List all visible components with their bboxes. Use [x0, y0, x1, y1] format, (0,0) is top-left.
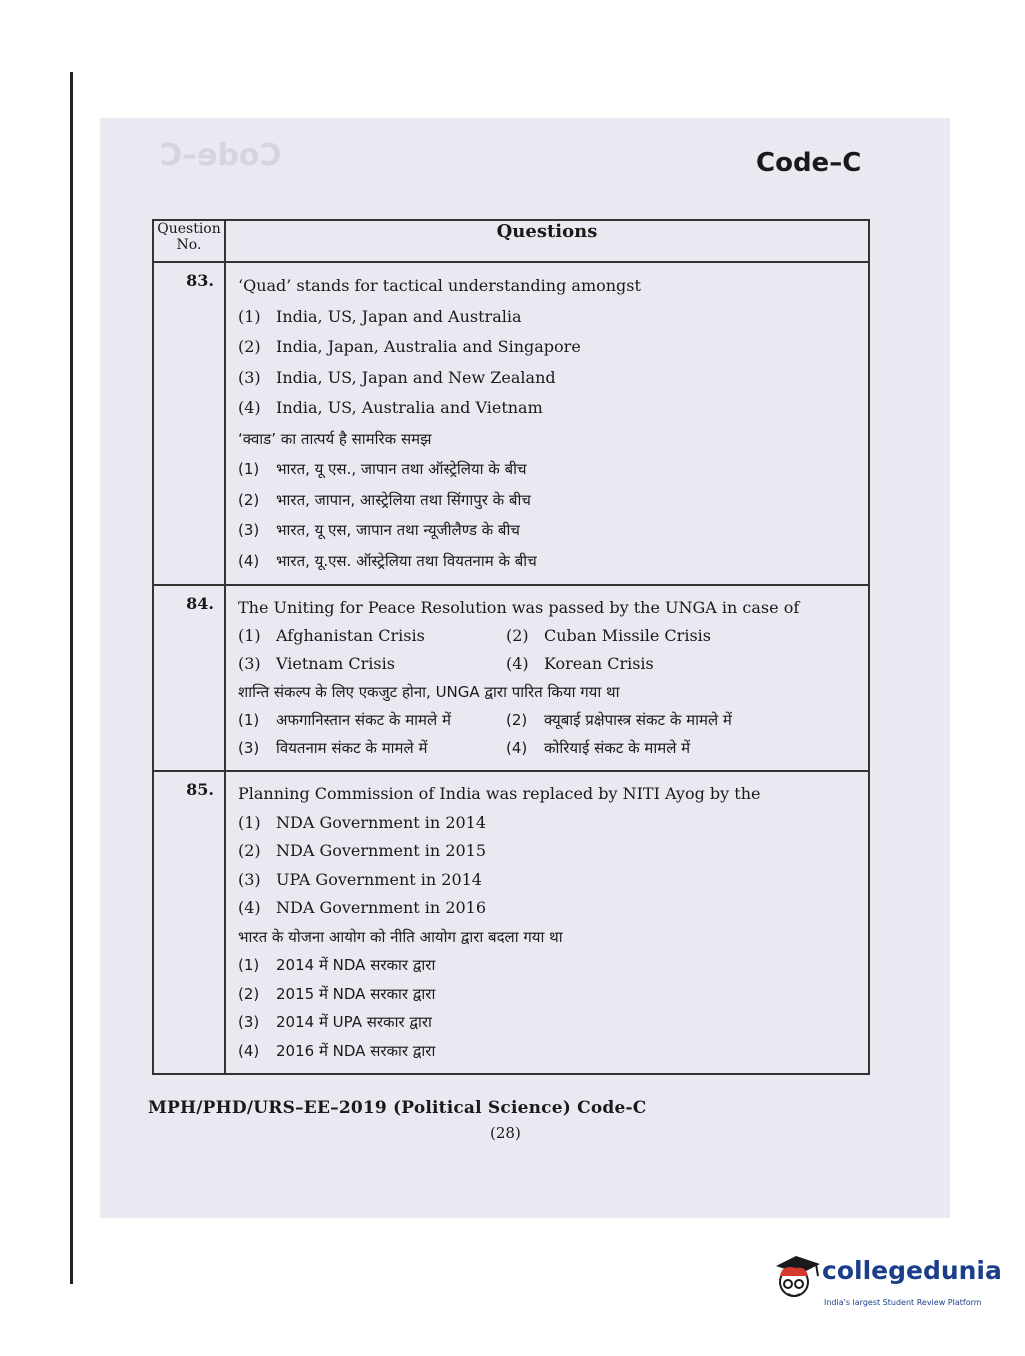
paper-footer: MPH/PHD/URS–EE–2019 (Political Science) Code-C	[148, 1098, 647, 1118]
option-hi	[238, 706, 506, 734]
option-text: India, US, Japan and New Zealand	[276, 367, 556, 387]
option-text: NDA Government in 2014	[276, 812, 487, 832]
option-number: (1)	[238, 460, 260, 478]
question-body	[225, 585, 869, 771]
questions-header: Questions	[225, 220, 869, 262]
option-text: भारत, जापान, आस्ट्रेलिया तथा सिंगापुर के बीच	[276, 490, 531, 509]
option-number: (1)	[238, 812, 261, 832]
logo-tagline: India's largest Student Review Platform	[824, 1298, 982, 1307]
option-text: 2015 में NDA सरकार द्वारा	[276, 984, 436, 1003]
option-hi	[238, 1037, 862, 1066]
option-hi	[238, 734, 506, 762]
option-number: (4)	[506, 739, 528, 757]
logo-name: collegedunia	[822, 1256, 1002, 1285]
option-number: (2)	[506, 711, 528, 729]
option-number: (3)	[238, 1013, 260, 1031]
option-hi	[238, 485, 862, 516]
option-text: 2014 में UPA सरकार द्वारा	[276, 1013, 432, 1031]
option-text: UPA Government in 2014	[276, 869, 482, 889]
option-en	[238, 332, 862, 363]
option-number: (3)	[238, 739, 260, 757]
option-en	[238, 622, 506, 650]
question-number: 84.	[153, 585, 225, 771]
option-hi	[238, 980, 862, 1009]
option-text: 2016 में NDA सरकार द्वारा	[276, 1041, 436, 1060]
option-number: (1)	[238, 306, 261, 326]
option-number: (3)	[238, 869, 261, 889]
scan-edge	[70, 72, 73, 1284]
graduate-face-icon	[776, 1256, 820, 1296]
question-stem-en: Planning Commission of India was replaced by NITI Ayog by the	[238, 784, 761, 803]
page-number: (28)	[490, 1124, 521, 1142]
option-number: (4)	[506, 654, 529, 673]
option-hi	[506, 734, 774, 762]
questions-table	[152, 219, 870, 1075]
option-text: India, Japan, Australia and Singapore	[276, 337, 581, 356]
option-hi	[238, 546, 862, 577]
option-number: (4)	[238, 398, 261, 417]
option-row-en	[238, 650, 862, 678]
option-hi	[506, 706, 774, 734]
option-en	[506, 650, 774, 678]
option-number: (4)	[238, 551, 260, 570]
option-text: Afghanistan Crisis	[276, 626, 425, 645]
option-en	[238, 809, 862, 838]
question-row	[153, 771, 869, 1074]
option-en	[238, 302, 862, 333]
option-number: (3)	[238, 367, 261, 387]
paper-code: Code–C	[756, 148, 862, 178]
option-text: NDA Government in 2016	[276, 898, 487, 917]
option-text: कोरियाई संकट के मामले में	[544, 739, 691, 757]
option-text: Cuban Missile Crisis	[544, 626, 711, 645]
option-row-hi	[238, 734, 862, 762]
option-text: India, US, Australia and Vietnam	[276, 398, 543, 417]
question-row	[153, 262, 869, 585]
option-number: (2)	[238, 490, 260, 509]
option-text: Vietnam Crisis	[276, 654, 395, 673]
option-text: वियतनाम संकट के मामले में	[276, 739, 428, 757]
option-hi	[238, 1008, 862, 1037]
option-text: भारत, यू एस., जापान तथा ऑस्ट्रेलिया के बीच	[276, 460, 527, 478]
option-number: (4)	[238, 898, 261, 917]
option-number: (2)	[238, 984, 260, 1003]
question-stem-hi: ‘क्वाड’ का तात्पर्य है सामरिक समझ	[238, 429, 432, 448]
option-en	[238, 837, 862, 866]
option-number: (3)	[238, 654, 261, 673]
question-number: 85.	[153, 771, 225, 1074]
option-number: (1)	[238, 626, 261, 645]
question-body	[225, 262, 869, 585]
option-text: भारत, यू एस, जापान तथा न्यूजीलैण्ड के बीच	[276, 521, 520, 539]
option-number: (1)	[238, 956, 260, 974]
option-en	[238, 894, 862, 923]
option-en	[238, 393, 862, 424]
option-text: Korean Crisis	[544, 654, 654, 673]
option-en	[238, 363, 862, 394]
option-row-en	[238, 622, 862, 650]
option-text: NDA Government in 2015	[276, 841, 487, 860]
option-number: (1)	[238, 711, 260, 729]
question-body	[225, 771, 869, 1074]
question-number: 83.	[153, 262, 225, 585]
option-text: भारत, यू.एस. ऑस्ट्रेलिया तथा वियतनाम के बीच	[276, 551, 537, 570]
question-stem-en: The Uniting for Peace Resolution was passed by the UNGA in case of	[238, 598, 800, 617]
table-header-row	[153, 220, 869, 262]
option-row-hi	[238, 706, 862, 734]
option-en	[506, 622, 774, 650]
option-en	[238, 866, 862, 895]
option-en	[238, 650, 506, 678]
option-hi	[238, 515, 862, 546]
question-stem-hi: भारत के योजना आयोग को नीति आयोग द्वारा बदला गया था	[238, 927, 563, 946]
question-stem-en: ‘Quad’ stands for tactical understanding amongst	[238, 276, 641, 295]
option-hi	[238, 951, 862, 980]
question-no-header: Question No.	[153, 220, 225, 262]
option-number: (2)	[238, 841, 261, 860]
option-number: (2)	[238, 337, 261, 356]
option-number: (4)	[238, 1041, 260, 1060]
option-text: India, US, Japan and Australia	[276, 306, 522, 326]
option-text: अफगानिस्तान संकट के मामले में	[276, 711, 451, 729]
bleed-through-code: Code–C	[160, 138, 282, 173]
question-row	[153, 585, 869, 771]
question-stem-hi: शान्ति संकल्प के लिए एकजुट होना, UNGA द्वारा पारित किया गया था	[238, 683, 620, 701]
option-text: क्यूबाई प्रक्षेपास्त्र संकट के मामले में	[544, 711, 732, 729]
option-hi	[238, 454, 862, 485]
option-number: (2)	[506, 626, 529, 645]
option-text: 2014 में NDA सरकार द्वारा	[276, 956, 436, 974]
option-number: (3)	[238, 521, 260, 539]
